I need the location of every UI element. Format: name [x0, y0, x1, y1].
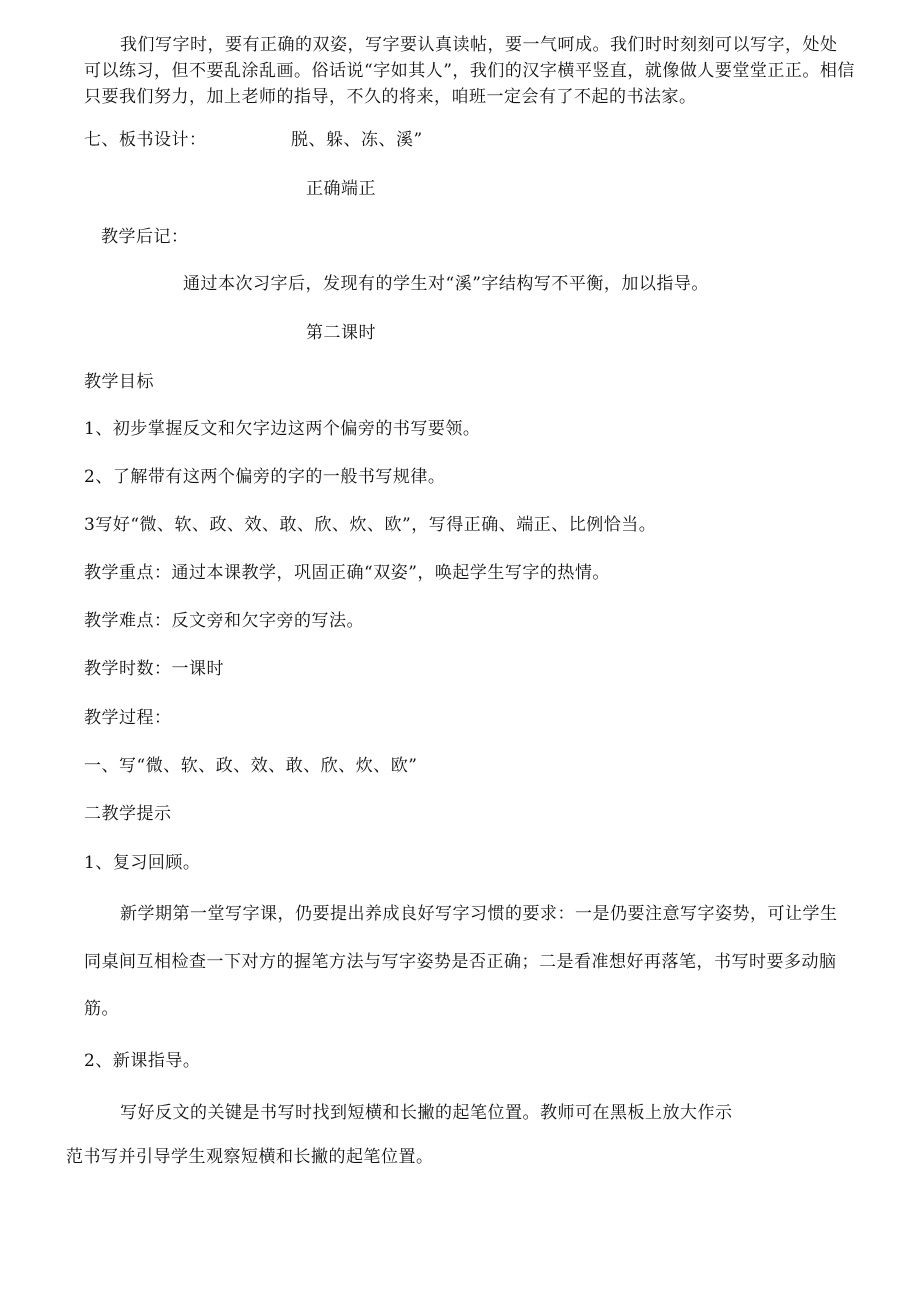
key-point: 教学重点：通过本课教学，巩固正确“双姿”，唤起学生写字的热情。 [84, 563, 610, 583]
lesson-title: 第二课时 [306, 323, 376, 343]
step-2: 二教学提示 [84, 804, 172, 824]
postscript-label: 教学后记： [101, 227, 189, 247]
goal-3: 3写好“微、软、政、效、敢、欣、炊、欧”，写得正确、端正、比例恰当。 [84, 515, 657, 535]
intro-line-3: 只要我们努力，加上老师的指导，不久的将来，咱班一定会有了不起的书法家。 [84, 87, 697, 107]
postscript-text: 通过本次习字后，发现有的学生对“溪”字结构写不平衡，加以指导。 [183, 274, 709, 294]
teaching-process: 教学过程： [84, 708, 172, 728]
step-1: 一、写“微、软、政、效、敢、欣、炊、欧” [84, 756, 418, 776]
review-line-2: 同桌间互相检查一下对方的握笔方法与写字姿势是否正确；二是看准想好再落笔，书写时要多动脑 [84, 952, 837, 972]
teaching-hours: 教学时数：一课时 [84, 659, 224, 679]
board-design-chars: 脱、躲、冻、溪” [291, 130, 423, 150]
difficulty: 教学难点：反文旁和欠字旁的写法。 [84, 611, 364, 631]
new-lesson-heading: 2、新课指导。 [84, 1051, 201, 1071]
guide-line-2: 范书写并引导学生观察短横和长撇的起笔位置。 [66, 1147, 434, 1167]
guide-line-1: 写好反文的关键是书写时找到短横和长撇的起笔位置。教师可在黑板上放大作示 [120, 1103, 733, 1123]
board-design-motto: 正确端正 [306, 179, 376, 199]
goal-1: 1、初步掌握反文和欠字边这两个偏旁的书写要领。 [84, 419, 481, 439]
intro-line-1: 我们写字时，要有正确的双姿，写字要认真读帖，要一气呵成。我们时时刻刻可以写字，处处 [120, 35, 838, 55]
intro-line-2: 可以练习，但不要乱涂乱画。俗话说“字如其人”，我们的汉字横平竖直，就像做人要堂堂正正。相信 [84, 61, 855, 81]
goal-2: 2、了解带有这两个偏旁的字的一般书写规律。 [84, 467, 446, 487]
board-design-label: 七、板书设计： [84, 130, 207, 150]
review-line-3: 筋。 [84, 999, 119, 1019]
review-heading: 1、复习回顾。 [84, 853, 201, 873]
goals-heading: 教学目标 [84, 372, 154, 392]
review-line-1: 新学期第一堂写字课，仍要提出养成良好写字习惯的要求：一是仍要注意写字姿势，可让学生 [120, 904, 838, 924]
